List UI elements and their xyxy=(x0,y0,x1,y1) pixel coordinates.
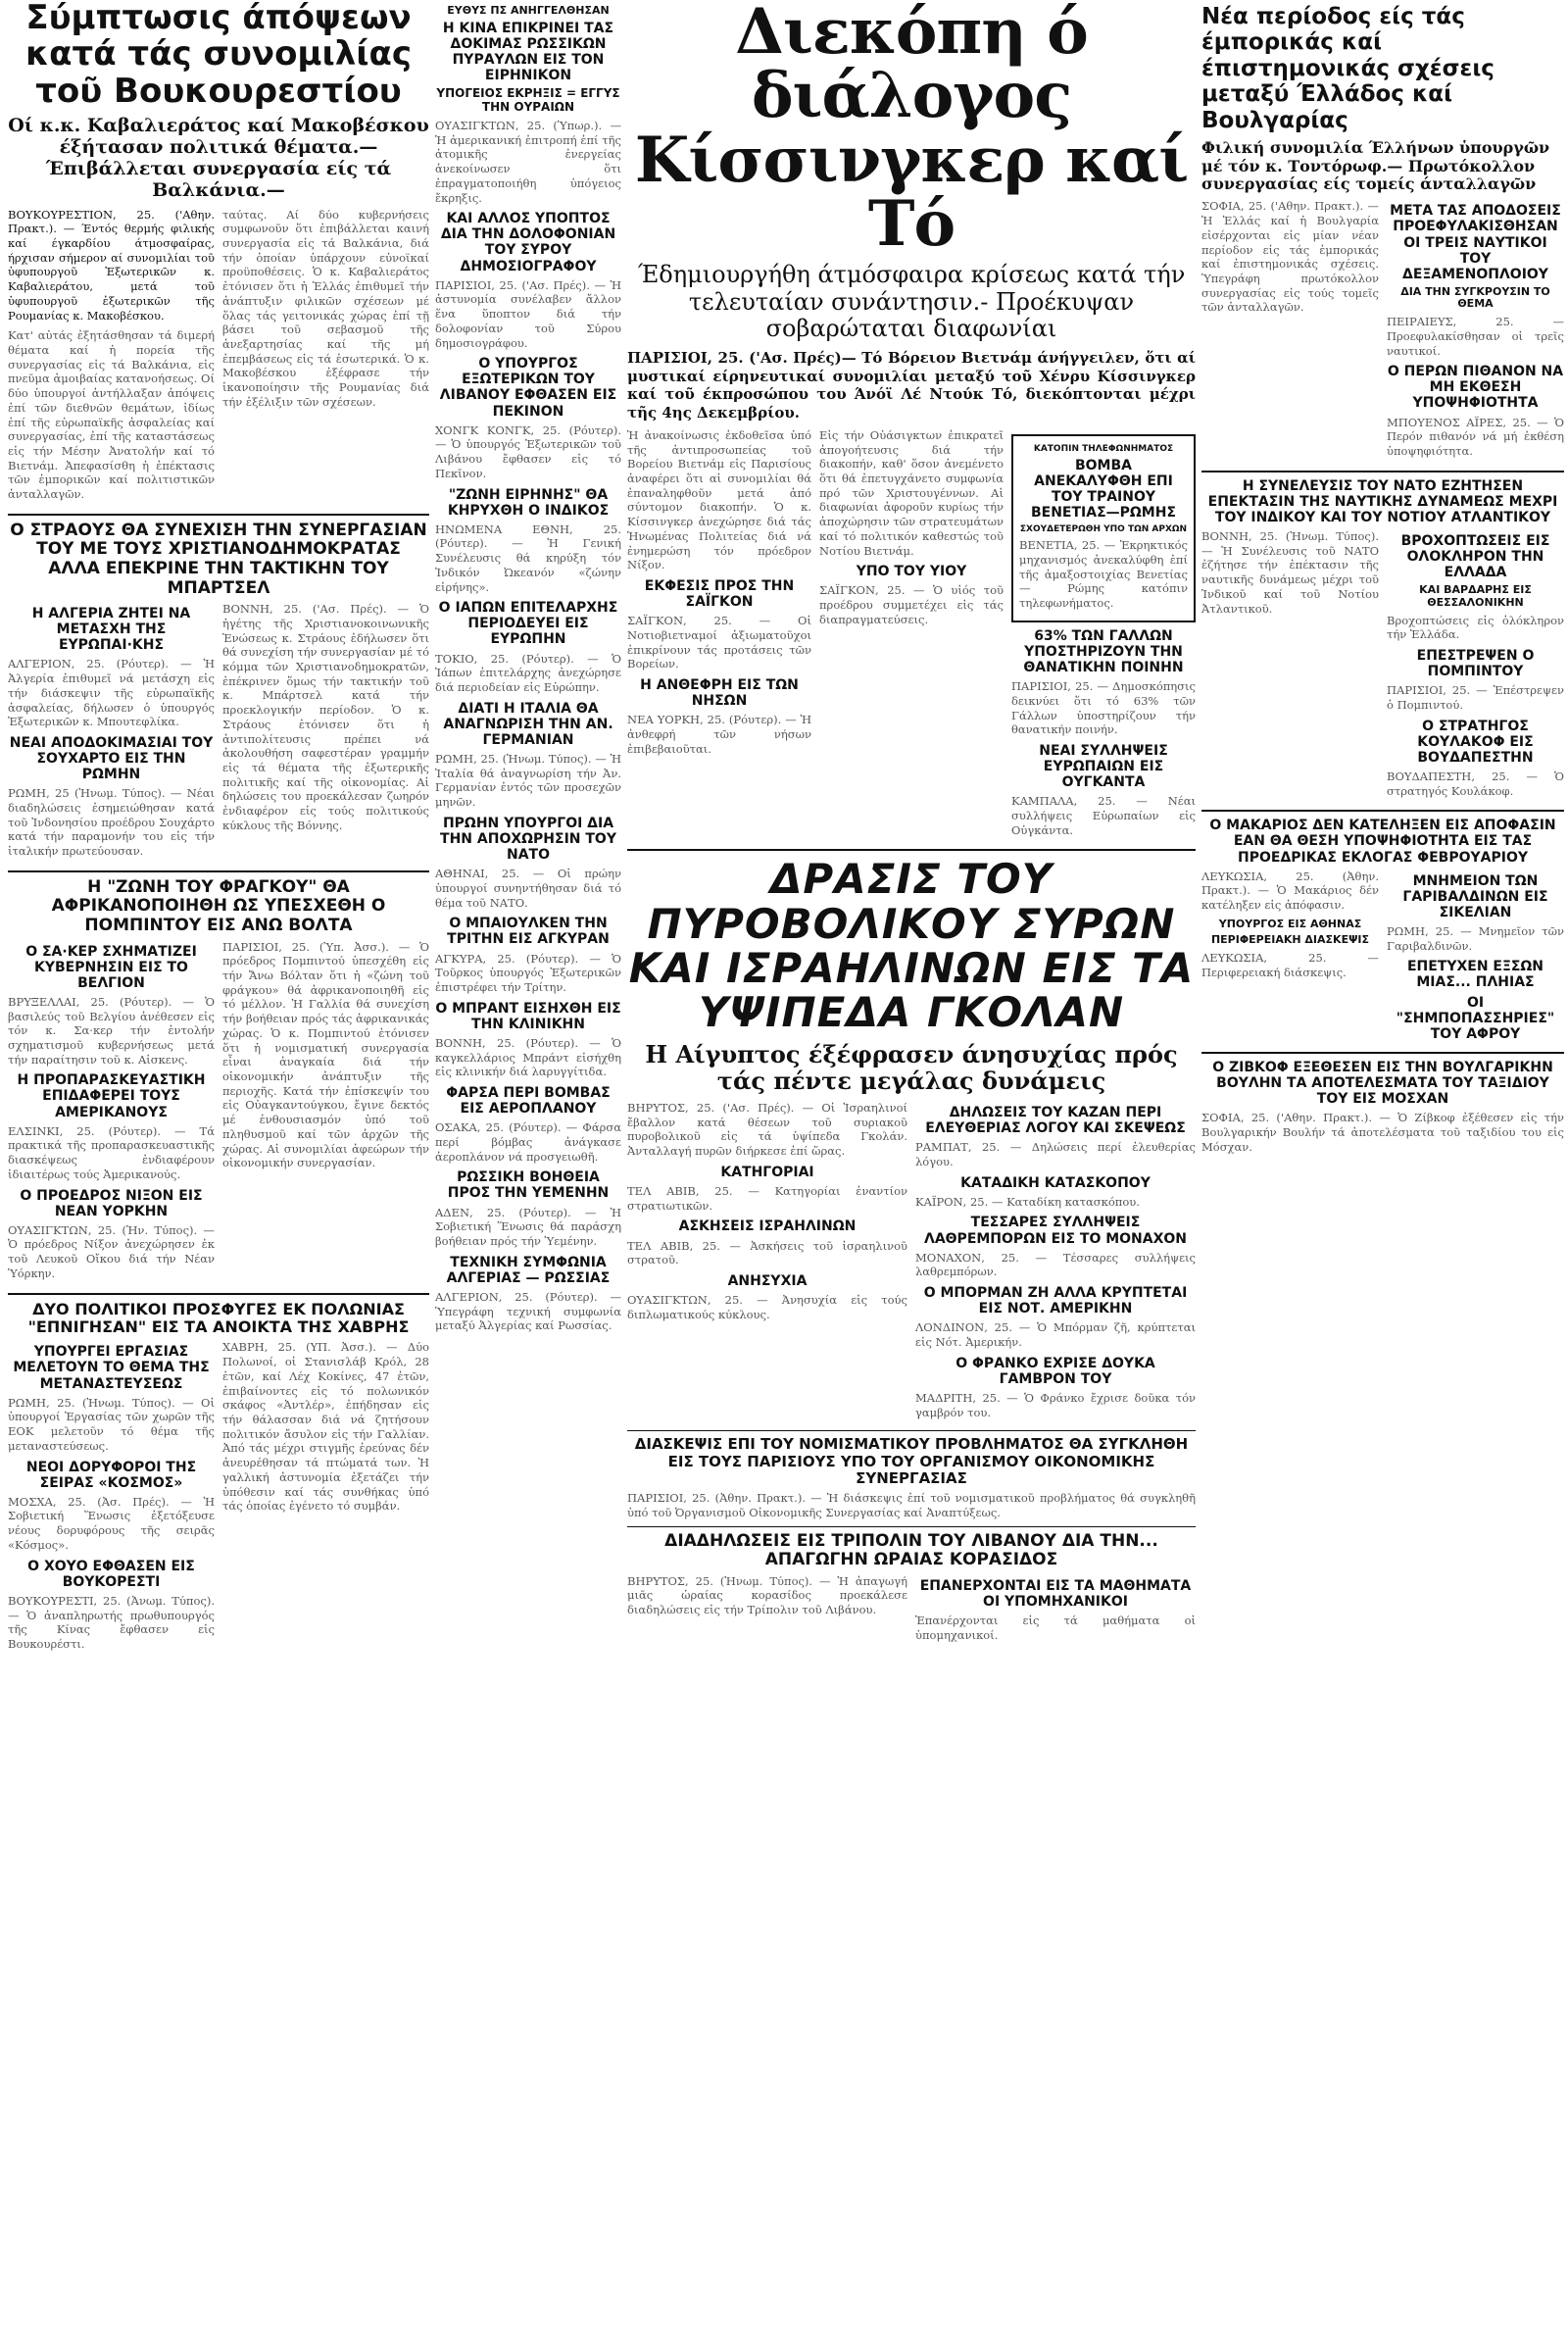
kicker-china: ΕΥΘΥΣ ΠΣ ΑΝΗΓΓΕΛΘΗΣΑΝ xyxy=(447,4,610,17)
headline-makarios: Ο ΜΑΚΑΡΙΟΣ ΔΕΝ ΚΑΤΕΛΗΞΕΝ ΕΙΣ ΑΠΟΦΑΣΙΝ ΕΑΝ ΘΑ ΘΕΣΗ ΥΠΟΨΗΦΙΟΤΗΤΑ ΕΙΣ ΤΑΣ ΠΡΟΕΔΡΙΚΑΣ ΕΚΛΟΓΑΣ ΦΕΒΡΟΥΑΡΙΟΥ xyxy=(1209,818,1556,866)
article-filler: Βροχοπτώσεις εἰς ὁλόκληρον τήν Ἑλλάδα. xyxy=(1387,613,1564,642)
article-filler: ΠΑΡΙΣΙΟΙ, 25. (Ὑπ. Ἀσσ.). — Ὁ πρόεδρος Πομπιντού ὑπεσχέθη εἰς τήν Ἄνω Βόλταν ὅτι ἡ «ζώνη τοῦ φράγκου» θά ἀφρικανοποιηθῆ εἰς τό μέλλον. Ἡ Γαλλία θά συνεχίση τήν βοήθειαν πρός τάς ἀφρικανικάς χώρας. Ὁ κ. Πομπιντού ἐτόνισεν ὅτι ἡ νομισματική συνεργασία εἶναι ἀναγκαία διά τήν οἰκονομικήν ἀνάπτυξιν τῆς περιοχῆς. Κατά τήν ἐπίσκεψίν του εἰς Οὐαγκαντούγκου, ἔγινε δεκτός μέ ἐνθουσιασμόν ὑπό τοῦ πληθυσμοῦ καί τῶν ἀρχῶν τῆς χώρας. Αἱ συνομιλίαι ἀφεώρων τήν οἰκονομικήν συνεργασίαν. xyxy=(222,939,429,1170)
headline-franc-zone: Η "ΖΩΝΗ ΤΟΥ ΦΡΑΓΚΟΥ" ΘΑ ΑΦΡΙΚΑΝΟΠΟΙΗΘΗ ΩΣ ΥΠΕΣΧΕΘΗ Ο ΠΟΜΠΙΝΤΟΥ ΕΙΣ ΑΝΩ ΒΟΛΤΑ xyxy=(51,876,386,935)
headline-unrest: ΑΝΗΣΥΧΙΑ xyxy=(727,1272,808,1289)
article-filler: ΣΟΦΙΑ, 25. ('Αθην. Πρακτ.). — Ὁ Ζίβκοφ ἐξέθεσεν εἰς τήν Βουλγαρικήν Βουλήν τά ἀποτελέσματα τοῦ ταξιδίου του εἰς Μόσχαν. xyxy=(1201,1111,1564,1154)
article-filler: ΠΕΙΡΑΙΕΥΣ, 25. — Προεφυλακίσθησαν οἱ τρεῖς ναυτικοί. xyxy=(1387,315,1564,358)
article-filler: ΒΟΥΚΟΥΡΕΣΤΙ, 25. (Ἀνωμ. Τύπος). — Ὁ ἀναπληρωτής πρωθυπουργός τῆς Κίνας ἔφθασεν εἰς Βουκουρέστι. xyxy=(8,1593,215,1651)
article-filler: ΚΑΪΡΟΝ, 25. — Καταδίκη κατασκόπου. xyxy=(915,1194,1140,1209)
headline-minister-athens: ΥΠΟΥΡΓΟΣ ΕΙΣ ΑΘΗΝΑΣ xyxy=(1218,917,1362,930)
headline-exercises: ΑΣΚΗΣΕΙΣ ΙΣΡΑΗΛΙΝΩΝ xyxy=(678,1218,857,1235)
article-filler: ΒΗΡΥΤΟΣ, 25. ('Ασ. Πρές). — Οἱ Ἰσραηλινοί ἔβαλλον κατά θέσεων τοῦ συριακοῦ πυροβολικοῦ εἰς τά ὑψίπεδα Γκολάν. Ἀνταλλαγή πυρῶν διήρκεσε ἐπί ὥρας. xyxy=(627,1101,907,1159)
article-filler: ΟΥΑΣΙΓΚΤΩΝ, 25. (Ἠν. Τύπος). — Ὁ πρόεδρος Νίξον ἀνεχώρησεν ἐκ τοῦ Λευκοῦ Οἴκου διά τήν Νέαν Ὑόρκην. xyxy=(8,1222,215,1280)
kicker-phone-call: ΚΑΤΟΠΙΝ ΤΗΛΕΦΩΝΗΜΑΤΟΣ xyxy=(1033,443,1174,454)
main-lead: ΠΑΡΙΣΙΟΙ, 25. ('Ασ. Πρές)— Τό Βόρειον Βιετνάμ άνήγγειλεν, ὅτι αί μυστικαί είρηνευτικαί συνομιλίαι μεταξύ τοῦ Χένρυ Κίσσινγκερ καί τοῦ έκπροσώπου του Άνόϊ Λέ Ντούκ Τό, διεκόπτονται μέχρι τῆς 4ης Δεκεμβρίου. xyxy=(627,348,1196,422)
article-filler: ΒΕΝΕΤΙΑ, 25. — Ἐκρηκτικός μηχανισμός ἀνεκαλύφθη ἐπί τῆς ἀμαξοστοιχίας Βενετίας — Ρώμης κατόπιν τηλεφωνήματος. xyxy=(1019,538,1188,611)
headline-polish-refugees: ΔΥΟ ΠΟΛΙΤΙΚΟΙ ΠΡΟΣΦΥΓΕΣ ΕΚ ΠΟΛΩΝΙΑΣ "ΕΠΝΙΓΗΣΑΝ" ΕΙΣ ΤΑ ΑΝΟΙΚΤΑ ΤΗΣ ΧΑΒΡΗΣ xyxy=(27,1299,410,1336)
article-filler: ΡΩΜΗ, 25. (Ἠνωμ. Τύπος). — Ἡ Ἰταλία θά ἀναγνωρίση τήν Ἀν. Γερμανίαν ἐντός τῶν προσεχῶν μηνῶν. xyxy=(435,752,621,810)
headline-smugglers: ΤΕΣΣΑΡΕΣ ΣΥΛΛΗΨΕΙΣ ΛΑΘΡΕΜΠΟΡΩΝ ΕΙΣ ΤΟ ΜΟΝΑΧΟΝ xyxy=(923,1215,1188,1247)
article-filler: ΑΔΕΝ, 25. (Ρόυτερ). — Ἡ Σοβιετική Ἕνωσις θά παράσχη βοήθειαν πρός τήν Ὑεμένην. xyxy=(435,1205,621,1248)
headline-syrian-journalist: ΚΑΙ ΑΛΛΟΣ ΥΠΟΠΤΟΣ ΔΙΑ ΤΗΝ ΔΟΛΟΦΟΝΙΑΝ ΤΟΥ ΣΥΡΟΥ ΔΗΜΟΣΙΟΓΡΑΦΟΥ xyxy=(440,211,616,274)
box-bomb-train xyxy=(1011,434,1196,622)
article-filler: ΜΟΣΧΑ, 25. (Ἀσ. Πρές). — Ἡ Σοβιετική Ἕνωσις ἐξετόξευσε νέους δορυφόρους τῆς σειρᾶς «Κόσμος». xyxy=(8,1494,215,1552)
headline-pompidou-return: ΕΠΕΣΤΡΕΨΕΝ Ο ΠΟΜΠΙΝΤΟΥ xyxy=(1416,647,1535,680)
article-filler: Ἐπανέρχονται εἰς τά μαθήματα οἱ ὑπομηχανικοί. xyxy=(915,1613,1196,1642)
article-filler: ΑΓΚΥΡΑ, 25. (Ρόυτερ). — Ὁ Τοῦρκος ὑπουργός Ἐξωτερικῶν ἐπιστρέφει τήν Τρίτην. xyxy=(435,951,621,994)
headline-foam: ΟΙ "ΣΗΜΠΟΠΑΣΣΗΡΙΕΣ" ΤΟΥ ΑΦΡΟΥ xyxy=(1396,994,1555,1042)
headline-hua: Ο ΧΟΥΟ ΕΦΘΑΣΕΝ ΕΙΣ ΒΟΥΚΟΡΕΣΤΙ xyxy=(27,1558,195,1590)
article-filler: ΤΕΛ ΑΒΙΒ, 25. — Ἀσκήσεις τοῦ ἰσραηλινοῦ στρατοῦ. xyxy=(627,1238,907,1267)
article-filler: ΚΑΜΠΑΛΑ, 25. — Νέαι συλλήψεις Εὐρωπαίων εἰς Οὐγκάντα. xyxy=(1011,794,1196,837)
headline-uganda: ΝΕΑΙ ΣΥΛΛΗΨΕΙΣ ΕΥΡΩΠΑΙΩΝ ΕΙΣ ΟΥΓΚΑΝΤΑ xyxy=(1039,742,1168,791)
column-3 xyxy=(627,0,1196,2335)
article-filler: Εἰς τήν Οὐάσιγκτων ἐπικρατεῖ ἀπογοήτευσις διά τήν διακοπήν, καθ' ὅσον ἀνεμένετο ὅτι θά ἐπετυγχάνετο συμφωνία πρό τῶν Χριστουγέννων. Αἱ διαφωνίαι ἀφοροῦν κυρίως τήν ἀποχώρησιν τῶν στρατευμάτων καί τό πολιτικόν καθεστώς τοῦ Νοτίου Βιετνάμ. xyxy=(819,427,1004,558)
headline-garibaldi: ΜΝΗΜΕΙΟΝ ΤΩΝ ΓΑΡΙΒΑΛΔΙΝΩΝ ΕΙΣ ΣΙΚΕΛΙΑΝ xyxy=(1402,872,1548,920)
headline-brandt: Ο ΜΠΡΑΝΤ ΕΙΣΗΧΘΗ ΕΙΣ ΤΗΝ ΚΛΙΝΙΚΗΝ xyxy=(435,1000,621,1032)
headline-tripoli: ΔΙΑΔΗΛΩΣΕΙΣ ΕΙΣ ΤΡΙΠΟΛΙΝ ΤΟΥ ΛΙΒΑΝΟΥ ΔΙΑ ΤΗΝ... ΑΠΑΓΩΓΗΝ ΩΡΑΙΑΣ ΚΟΡΑΣΙΔΟΣ xyxy=(664,1530,1158,1570)
article-filler: ΕΛΣΙΝΚΙ, 25. (Ρόυτερ). — Τά πρακτικά τῆς προπαρασκευαστικῆς διασκέψεως ἐνδιαφέρουν ἰδιαιτέρως τούς Ἀμερικανούς. xyxy=(8,1123,215,1181)
article-filler: ΣΑΪΓΚΟΝ, 25. — Ὁ υἱός τοῦ προέδρου συμμετέχει εἰς τάς διαπραγματεύσεις. xyxy=(819,583,1004,626)
column-4 xyxy=(1201,0,1564,2335)
headline-rain: ΒΡΟΧΟΠΤΩΣΕΙΣ ΕΙΣ ΟΛΟΚΛΗΡΟΝ ΤΗΝ ΕΛΛΑΔΑ xyxy=(1400,532,1550,581)
headline-engineers: ΕΠΑΝΕΡΧΟΝΤΑΙ ΕΙΣ ΤΑ ΜΑΘΗΜΑΤΑ ΟΙ ΥΠΟΜΗΧΑΝΙΚΟΙ xyxy=(919,1577,1192,1610)
article-filler: ΡΩΜΗ, 25. — Μνημεῖον τῶν Γαριβαλδινῶν. xyxy=(1387,923,1564,953)
article-filler: ΛΕΥΚΩΣΙΑ, 25. (Ἀθην. Πρακτ.). — Ὁ Μακάριος δέν κατέληξεν εἰς ἀπόφασιν. xyxy=(1201,869,1379,913)
article-filler: ΒΟΝΝΗ, 25. (Ἠνωμ. Τύπος). — Ἡ Συνέλευσις τοῦ ΝΑΤΟ ἐζήτησε τήν ἐπέκτασιν τῆς ναυτικῆς δυνάμεως μέχρι τοῦ Ἰνδικοῦ καί τοῦ Νοτίου Ἀτλαντικοῦ. xyxy=(1201,528,1379,616)
headline-islands: Η ΑΝΘΕΦΡΗ ΕΙΣ ΤΩΝ ΝΗΣΩΝ xyxy=(640,677,799,710)
headline-spy: ΚΑΤΑΔΙΚΗ ΚΑΤΑΣΚΟΠΟΥ xyxy=(960,1174,1151,1191)
headline-franco: Ο ΦΡΑΝΚΟ ΕΧΡΙΣΕ ΔΟΥΚΑ ΓΑΜΒΡΟΝ ΤΟΥ xyxy=(956,1355,1155,1387)
headline-belgium: Ο ΣΑ·ΚΕΡ ΣΧΗΜΑΤΙΖΕΙ ΚΥΒΕΡΝΗΣΙΝ ΕΙΣ ΤΟ ΒΕΛΓΙΟΝ xyxy=(25,943,197,991)
headline-bayulken: Ο ΜΠΑΙΟΥΛΚΕΝ ΤΗΝ ΤΡΙΤΗΝ ΕΙΣ ΑΓΚΥΡΑΝ xyxy=(447,916,610,948)
headline-suharto: ΝΕΑΙ ΑΠΟΔΟΚΙΜΑΣΙΑΙ ΤΟΥ ΣΟΥΧΑΡΤΟ ΕΙΣ ΤΗΝ ΡΩΜΗΝ xyxy=(9,734,214,783)
article-filler: ΜΑΔΡΙΤΗ, 25. — Ὁ Φράνκο ἔχρισε δοῦκα τόν γαμβρόν του. xyxy=(915,1390,1196,1419)
headline-explosion: ΥΠΟΓΕΙΟΣ ΕΚΡΗΞΙΣ = ΕΓΓΥΣ ΤΗΝ ΟΥΡΑΙΩΝ xyxy=(436,86,620,115)
article-filler: ΧΑΒΡΗ, 25. (ΥΠ. Ἀσσ.). — Δύο Πολωνοί, οἱ Στανισλάβ Κρόλ, 28 ἐτῶν, καί Λέχ Κοκίνες, 47 ἐτῶν, ἐπιβαίνοντες εἰς τό πολωνικόν σκάφος «Ἀντλέρ», ἐπήδησαν εἰς τήν θάλασσαν διά νά ζητήσουν πολιτικόν ἄσυλον εἰς τήν Γαλλίαν. Ἀπό τάς μέχρι στιγμῆς ἐρεύνας δέν ἀνευρέθησαν τά πτώματά των. Ἡ γαλλική ἀστυνομία ἐξετάζει τήν ὑπόθεσιν καί τάς συνθήκας ὑπό τάς ὁποίας ἐγένετο τό συμβάν. xyxy=(222,1340,429,1514)
headline-gallup: 63% ΤΩΝ ΓΑΛΛΩΝ ΥΠΟΣΤΗΡΙΖΟΥΝ ΤΗΝ ΘΑΝΑΤΙΚΗΝ ΠΟΙΝΗΝ xyxy=(1023,627,1184,675)
sub-neutralized: ΣΧΟΥΔΕΤΕΡΩΘΗ ΥΠΟ ΤΩΝ ΑΡΧΩΝ xyxy=(1019,524,1188,535)
headline-algeria-russia: ΤΕΧΝΙΚΗ ΣΥΜΦΩΝΙΑ ΑΛΓΕΡΙΑΣ — ΡΩΣΣΙΑΣ xyxy=(446,1254,611,1286)
article-filler: ΒΡΥΞΕΛΛΑΙ, 25. (Ρόυτερ). — Ὁ βασιλεύς τοῦ Βελγίου ἀνέθεσεν εἰς τόν κ. Σα·κερ τήν ἐντολήν σχηματισμοῦ κυβερνήσεως μετά τήν παραίτησιν τοῦ κ. Αἰσκενς. xyxy=(8,994,215,1067)
column-2 xyxy=(435,0,621,2335)
article-filler: Κατ' αὐτάς ἐξητάσθησαν τά διμερή θέματα καί ἡ πορεία τῆς συνεργασίας εἰς τά Βαλκάνια, εἰς πνεῦμα ἀμοιβαίας κατανοήσεως. Οί δύο ὑπουργοί ἀντήλλαξαν ἀπόψεις ἐπί τῶν διεθνῶν θεμάτων, ἰδίως ἐπί τῆς εὐρωπαϊκῆς ἀσφαλείας καί συνεργασίας, ἐπί τῆς καταστάσεως εἰς τήν Μέσην Ἀνατολήν καί τό Βιετνάμ. Ἀπεφασίσθη ἡ ἐπέκτασις τῶν ἐμπορικῶν καί πολιτιστικῶν ἀνταλλαγῶν. xyxy=(8,328,215,502)
article-filler: ΜΟΝΑΧΟΝ, 25. — Τέσσαρες συλλήψεις λαθρεμπόρων. xyxy=(915,1250,1196,1279)
headline-labor: ΥΠΟΥΡΓΕΙ ΕΡΓΑΣΙΑΣ ΜΕΛΕΤΟΥΝ ΤΟ ΘΕΜΑ ΤΗΣ ΜΕΤΑΝΑΣΤΕΥΣΕΩΣ xyxy=(13,1344,210,1392)
article-filler: ΟΣΑΚΑ, 25. (Ρόυτερ). — Φάρσα περί βόμβας ἀνάγκασε ἀεροπλάνον νά προσγειωθῆ. xyxy=(435,1120,621,1164)
article-filler: ΣΟΦΙΑ, 25. ('Αθην. Πρακτ.). — Ἡ Ἑλλάς καί ἡ Βουλγαρία εἰσέρχονται εἰς μίαν νέαν περίοδον εἰς τάς ἐμπορικάς καί ἐπιστημονικάς σχέσεις. Ὑπεγράφη πρωτόκολλον συνεργασίας εἰς τούς τομεῖς τῶν ἀνταλλαγῶν. xyxy=(1201,199,1379,315)
headline-bucharest: Σύμπτωσις άπόψεων κατά τάς συνομιλίας τοῦ Βουκουρεστίου xyxy=(25,0,412,111)
headline-preparatory: Η ΠΡΟΠΑΡΑΣΚΕΥΑΣΤΙΚΗ ΕΠΙΔΑΦΕΡΕΙ ΤΟΥΣ ΑΜΕΡΙΚΑΝΟΥΣ xyxy=(17,1072,206,1120)
headline-kulakov: Ο ΣΤΡΑΤΗΓΟΣ ΚΟΥΛΑΚΟΦ ΕΙΣ ΒΟΥΔΑΠΕΣΤΗΝ xyxy=(1417,718,1534,766)
headline-japan-chief: Ο ΙΑΠΩΝ ΕΠΙΤΕΛΑΡΧΗΣ ΠΕΡΙΟΔΕΥΕΙ ΕΙΣ ΕΥΡΩΠΗΝ xyxy=(438,600,618,648)
headline-nato: Η ΣΥΝΕΛΕΥΣΙΣ ΤΟΥ ΝΑΤΟ ΕΖΗΤΗΣΕΝ ΕΠΕΚΤΑΣΙΝ ΤΗΣ ΝΑΥΤΙΚΗΣ ΔΥΝΑΜΕΩΣ ΜΕΧΡΙ ΤΟΥ ΙΝΔΙΚΟΥ ΚΑΙ ΤΟΥ ΝΟΤΙΟΥ ΑΤΛΑΝΤΙΚΟΥ xyxy=(1207,477,1558,525)
headline-collision: ΔΙΑ ΤΗΝ ΣΥΓΚΡΟΥΣΙΝ ΤΟ ΘΕΜΑ xyxy=(1400,284,1550,311)
article-filler: ΒΟΝΝΗ, 25. ('Ασ. Πρές). — Ὁ ἡγέτης τῆς Χριστιανοκοινωνικῆς Ἑνώσεως κ. Στράους ἐδήλωσεν ὅτι θά συνεχίση τήν συνεργασίαν μέ τό κόμμα τῶν Χριστιανοδημοκρατῶν, ἐπέκρινεν ὅμως τήν τακτικήν τοῦ κ. Μπάρτσελ κατά τήν προεκλογικήν περίοδον. Ὁ κ. Στράους ἐτόνισεν ὅτι ἡ ἀντιπολίτευσις πρέπει νά ἀκολουθήση σαφεστέραν γραμμήν εἰς τά θέματα τῆς ἐξωτερικῆς πολιτικῆς καί τῆς οἰκονομίας. Αἱ δηλώσεις του προεκάλεσαν ζωηρόν ἐνδιαφέρον εἰς τούς πολιτικούς κύκλους τῆς Βόννης. xyxy=(222,602,429,832)
headline-bomb-hoax: ΦΑΡΣΑ ΠΕΡΙ ΒΟΜΒΑΣ ΕΙΣ ΑΕΡΟΠΛΑΝΟΥ xyxy=(446,1085,611,1118)
article-filler: ΑΛΓΕΡΙΟΝ, 25. (Ρόυτερ). — Ἡ Ἀλγερία ἐπιθυμεῖ νά μετάσχη εἰς τήν διάσκεψιν τῆς εὐρωπαϊκῆς ἀσφαλείας, δήλωσεν ὁ ὑπουργός Ἐξωτερικῶν κ. Μπουτεφλίκα. xyxy=(8,657,215,729)
headline-charges: ΚΑΤΗΓΟΡΙΑΙ xyxy=(720,1164,814,1180)
headline-italy: ΔΙΑΤΙ Η ΙΤΑΛΙΑ ΘΑ ΑΝΑΓΝΩΡΙΣΗ ΤΗΝ ΑΝ. ΓΕΡΜΑΝΙΑΝ xyxy=(443,700,613,748)
headline-son: ΥΠΟ ΤΟΥ ΥΙΟΥ xyxy=(856,564,967,580)
headline-nixon: Ο ΠΡΟΕΔΡΟΣ ΝΙΞΟΝ ΕΙΣ ΝΕΑΝ ΥΟΡΚΗΝ xyxy=(20,1187,203,1219)
headline-zhivkov: Ο ΖΙΒΚΟΦ ΕΞΕΘΕΣΕΝ ΕΙΣ ΤΗΝ ΒΟΥΛΓΑΡΙΚΗΝ ΒΟΥΛΗΝ ΤΑ ΑΠΟΤΕΛΕΣΜΑΤΑ ΤΟΥ ΤΑΞΙΔΙΟΥ ΤΟΥ ΕΙΣ ΜΟΣΧΑΝ xyxy=(1212,1059,1553,1107)
article-filler: ΠΑΡΙΣΙΟΙ, 25. (Ἀθην. Πρακτ.). — Ἡ διάσκεψις ἐπί τοῦ νομισματικοῦ προβλήματος θά συγκληθῆ ὑπό τοῦ Ὀργανισμοῦ Οἰκονομικῆς Συνεργασίας καί Ἀναπτύξεως. xyxy=(627,1491,1196,1519)
deck-golan: Η Αίγυπτος έξέφρασεν άνησυχίας πρός τάς πέντε μεγάλας δυνάμεις xyxy=(645,1039,1178,1096)
headline-bormann: Ο ΜΠΟΡΜΑΝ ΖΗ ΑΛΛΑ ΚΡΥΠΤΕΤΑΙ ΕΙΣ ΝΟΤ. ΑΜΕΡΙΚΗΝ xyxy=(923,1285,1188,1317)
headline-strauss: Ο ΣΤΡΑΟΥΣ ΘΑ ΣΥΝΕΧΙΣΗ ΤΗΝ ΣΥΝΕΡΓΑΣΙΑΝ ΤΟΥ ΜΕ ΤΟΥΣ ΧΡΙΣΤΙΑΝΟΔΗΜΟΚΡΑΤΑΣ ΑΛΛΑ ΕΠΕΚΡΙΝΕ ΤΗΝ ΤΑΚΤΙΚΗΝ ΤΟΥ ΜΠΑΡΤΣΕΛ xyxy=(10,520,427,598)
deck-bucharest: Οί κ.κ. Καβαλιεράτος καί Μακοβέσκου έξήτασαν πολιτικά θέματα.— Έπιβάλλεται συνεργασία είς τά Βαλκάνια.— xyxy=(8,115,429,201)
article-filler: ΒΟΝΝΗ, 25. (Ρόυτερ). — Ὁ καγκελλάριος Μπράντ εἰσήχθη εἰς κλινικήν διά λαρυγγίτιδα. xyxy=(435,1035,621,1079)
headline-saigon: ΕΚΦΕΣΙΣ ΠΡΟΣ ΤΗΝ ΣΑΪΓΚΟΝ xyxy=(644,578,795,611)
article-filler: ταύτας. Αί δύο κυβερνήσεις συμφωνοῦν ὅτι ἐπιβάλλεται καινή συνεργασία εἰς τά Βαλκάνια, διά τήν ὁποίαν ὑπάρχουν εὐνοϊκαί προϋποθέσεις. Ὁ κ. Καβαλιεράτος ἐτόνισεν ὅτι ἡ Ἑλλάς ἐπιθυμεῖ τήν ἀνάπτυξιν φιλικῶν σχέσεων μέ ὅλας τάς γειτονικάς χώρας ἐπί τῇ βάσει τοῦ σεβασμοῦ τῆς ἀνεξαρτησίας καί τῆς μή ἐπεμβάσεως εἰς τά ἐσωτερικά. Ὁ κ. Μακοβέσκου ἐξέφρασε τήν ἱκανοποίησιν τῆς Ρουμανίας διά τήν ἐξέλιξιν τῶν σχέσεων. xyxy=(222,207,429,409)
headline-bulgaria: Νέα περίοδος είς τάς έμπορικάς καί έπιστημονικάς σχέσεις μεταξύ Έλλάδος καί Βουλγαρίας xyxy=(1201,4,1494,133)
article-filler: ΒΟΥΔΑΠΕΣΤΗ, 25. — Ὁ στρατηγός Κουλάκοφ. xyxy=(1387,769,1564,798)
headline-china: Η ΚΙΝΑ ΕΠΙΚΡΙΝΕΙ ΤΑΣ ΔΟΚΙΜΑΣ ΡΩΣΣΙΚΩΝ ΠΥΡΑΥΛΩΝ ΕΙΣ ΤΟΝ ΕΙΡΗΝΙΚΟΝ xyxy=(442,21,614,84)
headline-peron: Ο ΠΕΡΩΝ ΠΙΘΑΝΟΝ ΝΑ ΜΗ ΕΚΘΕΣΗ ΥΠΟΨΗΦΙΟΤΗΤΑ xyxy=(1387,364,1564,412)
article-filler: ΤΕΛ ΑΒΙΒ, 25. — Κατηγορίαι ἐναντίον στρατιωτικῶν. xyxy=(627,1184,907,1213)
article-filler: ΗΝΩΜΕΝΑ ΕΘΝΗ, 25. (Ρόυτερ). — Ἡ Γενική Συνέλευσις θά κηρύξη τόν Ἰνδικόν Ὠκεανόν «ζώνην εἰρήνης». xyxy=(435,522,621,594)
headline-golan: ΔΡΑΣΙΣ ΤΟΥ ΠΥΡΟΒΟΛΙΚΟΥ ΣΥΡΩΝ ΚΑΙ ΙΣΡΑΗΛΙΝΩΝ ΕΙΣ ΤΑ ΥΨΙΠΕΔΑ ΓΚΟΛΑΝ xyxy=(628,855,1195,1037)
headline-algeria: Η ΑΛΓΕΡΙΑ ΖΗΤΕΙ ΝΑ ΜΕΤΑΣΧΗ ΤΗΣ ΕΥΡΩΠΑΙ·ΚΗΣ xyxy=(31,606,191,654)
article-filler: Ἡ ἀνακοίνωσις ἐκδοθεῖσα ὑπό τῆς ἀντιπροσωπείας τοῦ Βορείου Βιετνάμ εἰς Παρισίους ἀναφέρει ὅτι αἱ συνομιλίαι θά ἐπαναληφθοῦν μετά ἀπό σύντομον διακοπήν. Ὁ κ. Κίσσινγκερ ἀνεχώρησε διά τάς Ἡνωμένας Πολιτείας διά νά ἐνημερώση τόν πρόεδρον Νίξον. xyxy=(627,427,811,572)
article-filler: ΛΟΝΔΙΝΟΝ, 25. — Ὁ Μπόρμαν ζῆ, κρύπτεται εἰς Νότ. Ἀμερικήν. xyxy=(915,1320,1196,1349)
article-filler: ΡΩΜΗ, 25. (Ἠνωμ. Τύπος). — Οἱ ὑπουργοί Ἐργασίας τῶν χωρῶν τῆς ΕΟΚ μελετοῦν τό θέμα τῆς μεταναστεύσεως. xyxy=(8,1395,215,1453)
column-1 xyxy=(8,0,429,2335)
headline-sailors: ΜΕΤΑ ΤΑΣ ΑΠΟΔΟΣΕΙΣ ΠΡΟΕΦΥΛΑΚΙΣΘΗΣΑΝ ΟΙ ΤΡΕΙΣ ΝΑΥΤΙΚΟΙ ΤΟΥ ΔΕΞΑΜΕΝΟΠΛΟΙΟΥ xyxy=(1390,203,1561,282)
headline-monetary: ΔΙΑΣΚΕΨΙΣ ΕΠΙ ΤΟΥ ΝΟΜΙΣΜΑΤΙΚΟΥ ΠΡΟΒΛΗΜΑΤΟΣ ΘΑ ΣΥΓΚΛΗΘΗ ΕΙΣ ΤΟΥΣ ΠΑΡΙΣΙΟΥΣ ΥΠΟ ΤΟΥ ΟΡΓΑΝΙΣΜΟΥ ΟΙΚΟΝΟΜΙΚΗΣ ΣΥΝΕΡΓΑΣΙΑΣ xyxy=(634,1435,1189,1487)
main-deck: Έδημιουργήθη άτμόσφαιρα κρίσεως κατά τήν τελευταίαν συνάντησιν.- Προέκυψαν σοβαρώταται διαφωνίαι xyxy=(637,261,1186,343)
headline-peace-zone: "ΖΩΝΗ ΕΙΡΗΝΗΣ" ΘΑ ΚΗΡΥΧΘΗ Ο ΙΝΔΙΚΟΣ xyxy=(447,486,610,519)
article-filler: ΟΥΑΣΙΓΚΤΩΝ, 25. — Ἀνησυχία εἰς τούς διπλωματικούς κύκλους. xyxy=(627,1293,907,1321)
article-filler: ΒΗΡΥΤΟΣ, 25. (Ἠνωμ. Τύπος). — Ἡ ἀπαγωγή μιᾶς ὡραίας κορασίδος προεκάλεσε διαδηλώσεις εἰς τήν Τρίπολιν τοῦ Λιβάνου. xyxy=(627,1573,907,1617)
article-filler: ΠΑΡΙΣΙΟΙ, 25. ('Ασ. Πρές). — Ἡ ἀστυνομία συνέλαβεν ἄλλον ἕνα ὕποπτον διά τήν δολοφονίαν τοῦ Σύρου δημοσιογράφου. xyxy=(435,277,621,350)
article-filler: ΣΑΪΓΚΟΝ, 25. — Οἱ Νοτιοβιετναμοί ἀξιωματοῦχοι ἐπικρίνουν τάς προτάσεις τῶν Βορείων. xyxy=(627,614,811,671)
article-filler: ΧΟΝΓΚ ΚΟΝΓΚ, 25. (Ρόυτερ). — Ὁ ὑπουργός Ἐξωτερικῶν τοῦ Λιβάνου ἔφθασεν εἰς τό Πεκῖνον. xyxy=(435,422,621,480)
headline-yemen: ΡΩΣΣΙΚΗ ΒΟΗΘΕΙΑ ΠΡΟΣ ΤΗΝ ΥΕΜΕΝΗΝ xyxy=(447,1169,610,1202)
headline-lebanon-minister: Ο ΥΠΟΥΡΓΟΣ ΕΞΩΤΕΡΙΚΩΝ ΤΟΥ ΛΙΒΑΝΟΥ ΕΦΘΑΣΕΝ ΕΙΣ ΠΕΚΙΝΟΝ xyxy=(439,356,617,420)
main-headline: Διεκόπη ό διάλογος Κίσσινγκερ καί Τό xyxy=(634,0,1189,261)
article-filler: ΡΩΜΗ, 25 (Ἠνωμ. Τύπος). — Νέαι διαδηλώσεις ἐσημειώθησαν κατά τοῦ Ἰνδονησίου προέδρου Σουχάρτο κατά τήν παραμονήν του εἰς τήν ἰταλικήν πρωτεύουσαν. xyxy=(8,786,215,859)
headline-success: ΕΠΕΤΥΧΕΝ ΕΞΣΩΝ ΜΙΑΣ... ΠΛΗΙΑΣ xyxy=(1406,959,1544,991)
headline-kazan: ΔΗΛΩΣΕΙΣ ΤΟΥ ΚΑΖΑΝ ΠΕΡΙ ΕΛΕΥΘΕΡΙΑΣ ΛΟΓΟΥ ΚΑΙ ΣΚΕΨΕΩΣ xyxy=(925,1105,1186,1137)
headline-vardaris: ΚΑΙ ΒΑΡΔΑΡΗΣ ΕΙΣ ΘΕΣΣΑΛΟΝΙΚΗΝ xyxy=(1419,583,1532,609)
article-filler: ΤΟΚΙΟ, 25. (Ρόυτερ). — Ὁ Ἰάπων ἐπιτελάρχης ἀνεχώρησε διά περιοδείαν εἰς Εὐρώπην. xyxy=(435,651,621,694)
article-filler: ΠΑΡΙΣΙΟΙ, 25. — Ἐπέστρεψεν ὁ Πομπιντού. xyxy=(1387,683,1564,712)
headline-kosmos: ΝΕΟΙ ΔΟΡΥΦΟΡΟΙ ΤΗΣ ΣΕΙΡΑΣ «ΚΟΣΜΟΣ» xyxy=(25,1459,197,1491)
article-filler: ΟΥΑΣΙΓΚΤΩΝ, 25. (Ὑπωρ.). — Ἡ ἀμερικανική ἐπιτροπή ἐπί τῆς ἀτομικῆς ἐνεργείας ἀνεκοίνωσεν ὅτι ἐπραγματοποιήθη ὑπόγειος ἔκρηξις. xyxy=(435,118,621,205)
headline-bomb-train: ΒΟΜΒΑ ΑΝΕΚΑΛΥΦΘΗ ΕΠΙ ΤΟΥ ΤΡΑΙΝΟΥ ΒΕΝΕΤΙΑΣ—ΡΩΜΗΣ xyxy=(1030,457,1177,522)
headline-former-ministers: ΠΡΩΗΝ ΥΠΟΥΡΓΟΙ ΔΙΑ ΤΗΝ ΑΠΟΧΩΡΗΣΙΝ ΤΟΥ ΝΑΤΟ xyxy=(440,815,616,864)
article-filler: ΠΑΡΙΣΙΟΙ, 25. — Δημοσκόπησις δεικνύει ὅτι τό 63% τῶν Γάλλων ὑποστηρίζουν τήν θανατικήν ποινήν. xyxy=(1011,679,1196,737)
article-bucharest-text: ΒΟΥΚΟΥΡΕΣΤΙΟΝ, 25. ('Αθην. Πρακτ.). — Έντός θερμής φιλικής καί έγκαρδίου άτμοσφαίρας, ήρχισαν σήμερον αί συνομιλίαι τοῦ ὑφυπουργοῦ Ἐξωτερικῶν κ. Καβαλιεράτου, μετά τοῦ ὑφυπουργοῦ ἐξωτερικῶν τῆς Ρουμανίας κ. Μακοβέσκου. xyxy=(8,207,215,323)
article-filler: ΛΕΥΚΩΣΙΑ, 25. — Περιφερειακή διάσκεψις. xyxy=(1201,951,1379,979)
article-filler: ΑΘΗΝΑΙ, 25. — Οἱ πρώην ὑπουργοί συνηντήθησαν διά τό θέμα τοῦ ΝΑΤΟ. xyxy=(435,867,621,910)
article-filler: ΜΠΟΥΕΝΟΣ ΑΪΡΕΣ, 25. — Ὁ Περόν πιθανόν νά μή ἐκθέση ὑποψηφιότητα. xyxy=(1387,415,1564,458)
deck-bulgaria: Φιλική συνομιλία Έλλήνων ὑπουργῶν μέ τόν κ. Τοντόρωφ.— Πρωτόκολλον συνεργασίας είς τομείς άνταλλαγῶν xyxy=(1201,138,1550,193)
article-filler: ΡΑΜΠΑΤ, 25. — Δηλώσεις περί ἐλευθερίας λόγου. xyxy=(915,1140,1196,1168)
headline-regional: ΠΕΡΙΦΕΡΕΙΑΚΗ ΔΙΑΣΚΕΨΙΣ xyxy=(1210,933,1370,947)
article-filler: ΝΕΑ ΥΟΡΚΗ, 25. (Ρόυτερ). — Ἡ ἀνθεφρή τῶν νήσων ἐπιβεβαιοῦται. xyxy=(627,713,811,756)
article-filler: ΑΛΓΕΡΙΟΝ, 25. (Ρόυτερ). — Ὑπεγράφη τεχνική συμφωνία μεταξύ Ἀλγερίας καί Ρωσσίας. xyxy=(435,1289,621,1333)
